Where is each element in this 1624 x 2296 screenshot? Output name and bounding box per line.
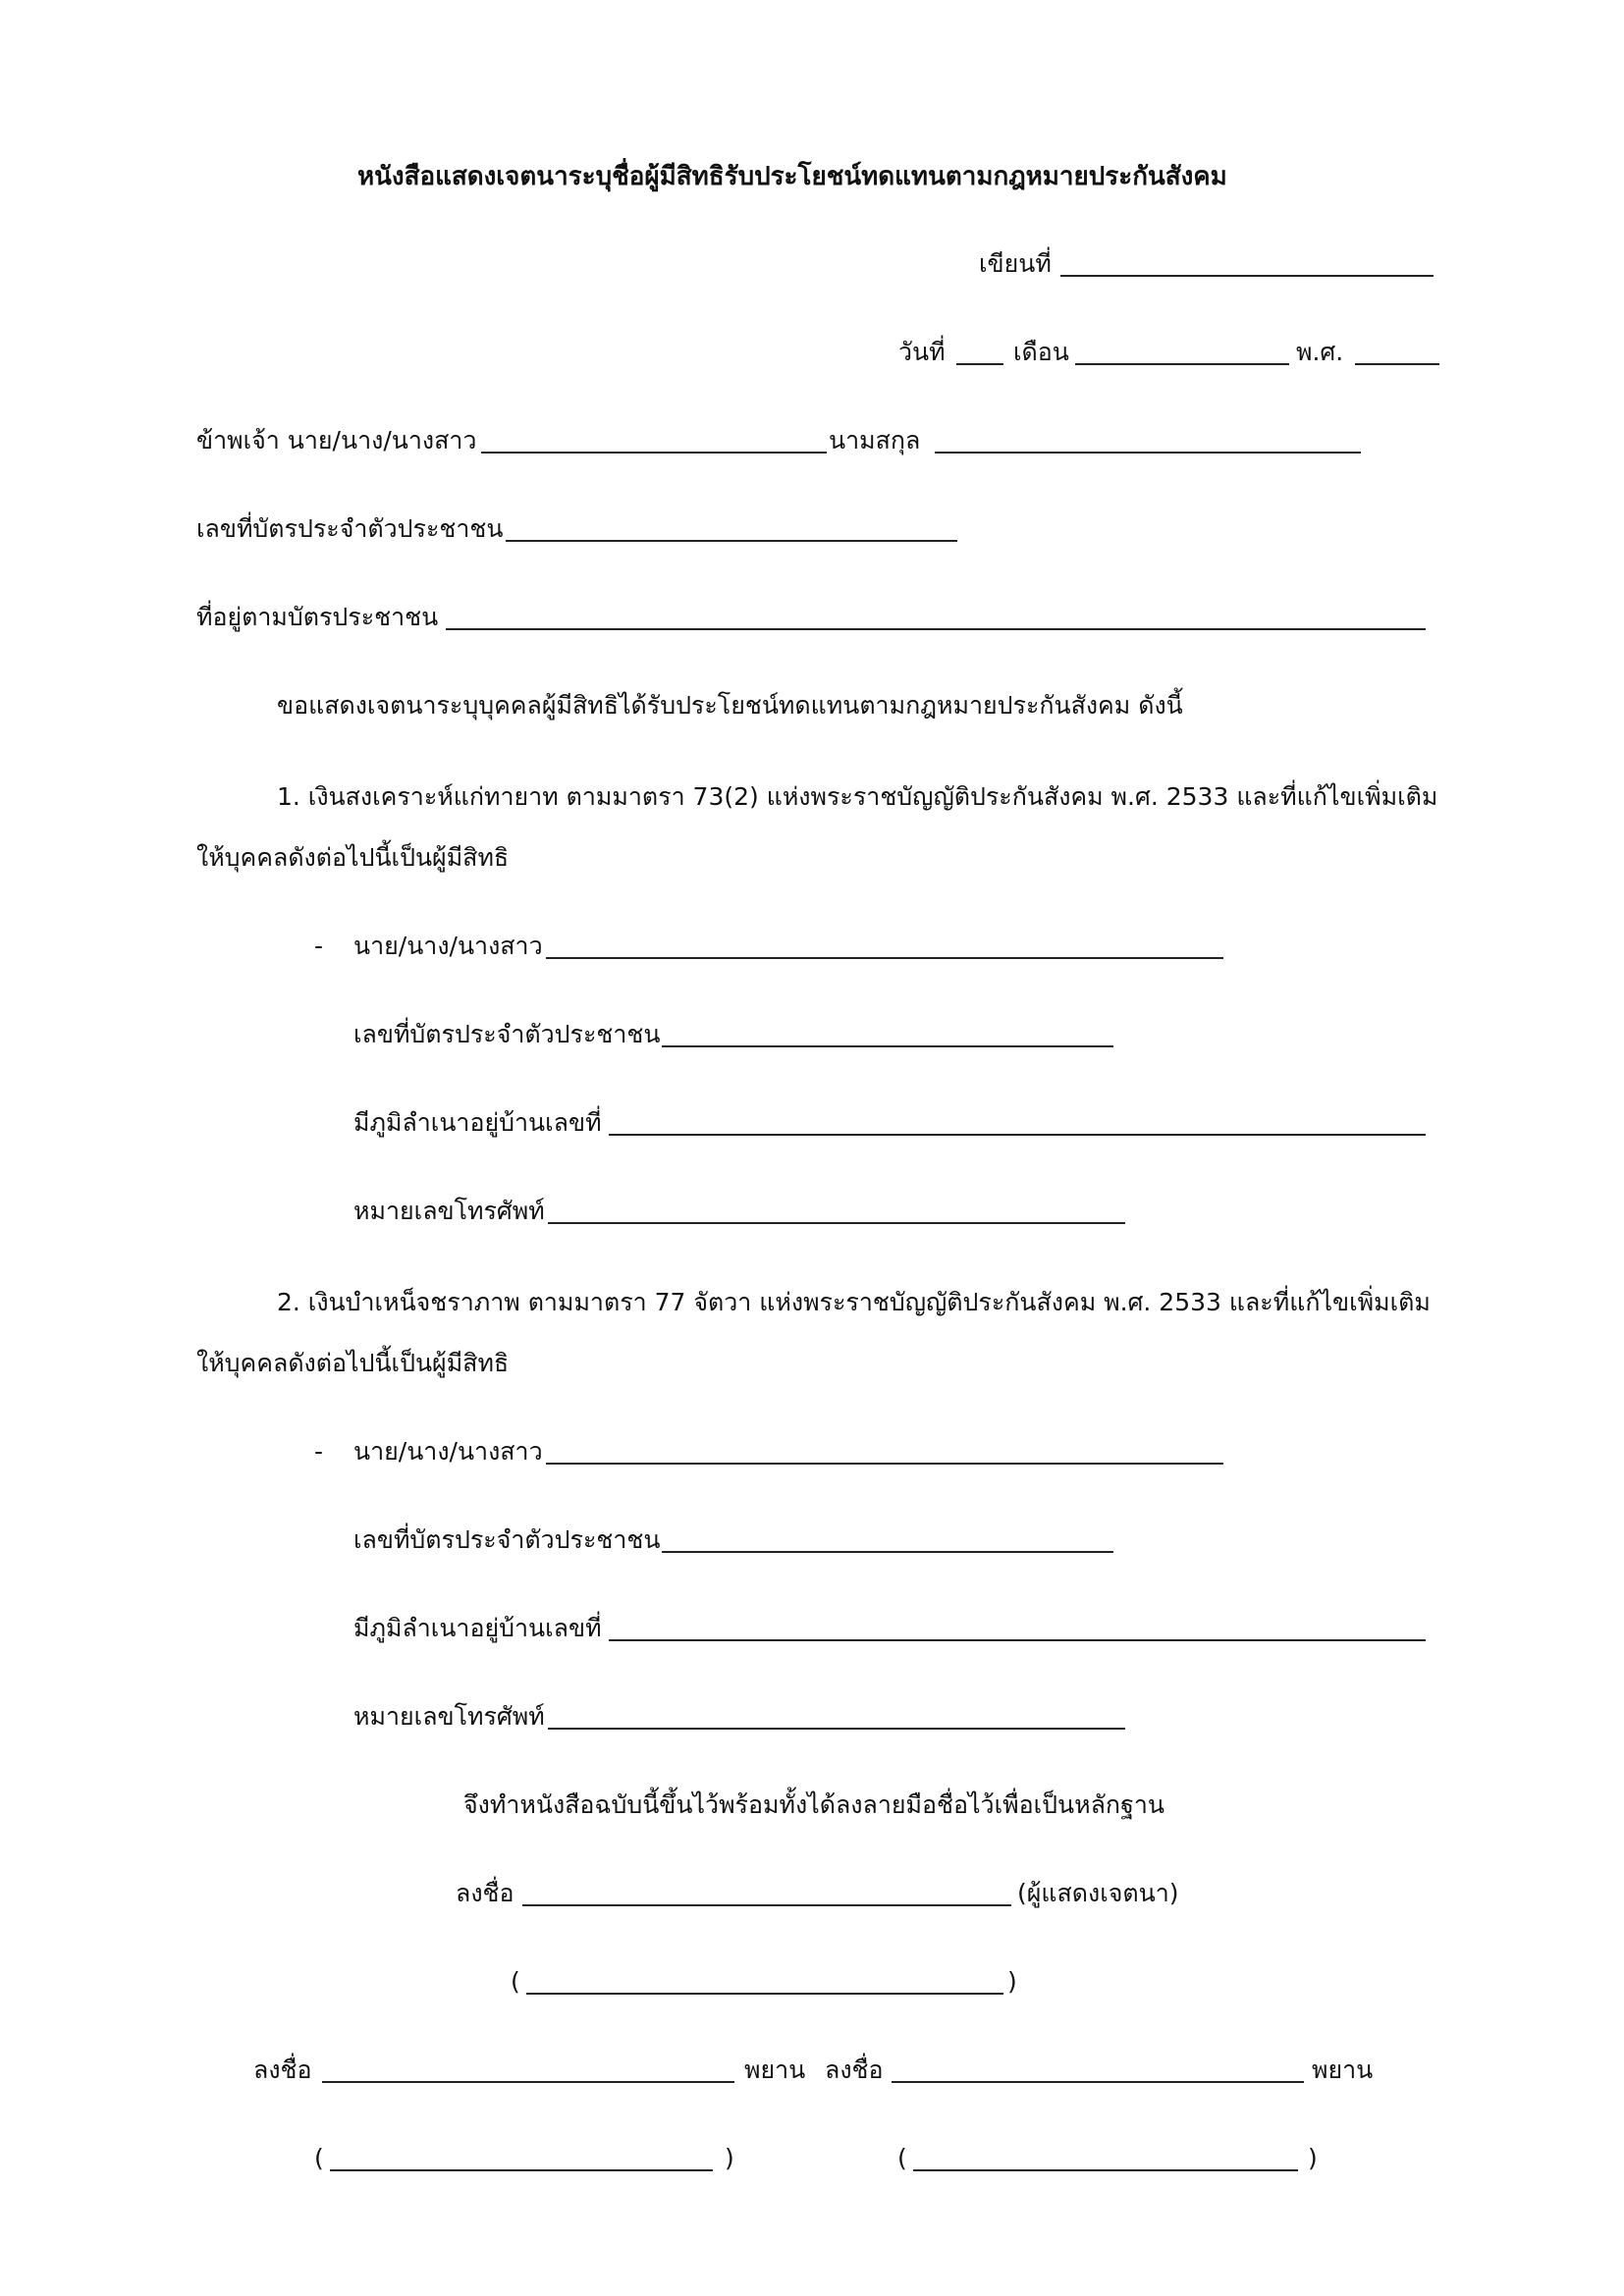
declarant-open-paren: ( [511, 1967, 520, 1996]
declarant-close-paren: ) [1007, 1967, 1017, 1996]
declarant-id-field[interactable] [506, 540, 957, 542]
declarant-surname-label: นามสกุล [829, 426, 921, 454]
section-2-bullet: - [314, 1437, 324, 1466]
declarant-signature-field[interactable] [522, 1904, 1011, 1906]
section-1-id-label: เลขที่บัตรประจำตัวประชาชน [353, 1020, 661, 1048]
declarant-id-label: เลขที่บัตรประจำตัวประชาชน [196, 514, 504, 543]
witness-1-close-paren: ) [725, 2144, 734, 2172]
witness-1-signature-field[interactable] [322, 2081, 734, 2083]
section-2-phone-field[interactable] [548, 1728, 1125, 1730]
section-1-id-field[interactable] [662, 1045, 1113, 1047]
closing-statement: จึงทำหนังสือฉบับนี้ขึ้นไว้พร้อมทั้งได้ลงลายมือชื่อไว้เพื่อเป็นหลักฐาน [463, 1790, 1164, 1819]
section-2-id-field[interactable] [662, 1551, 1113, 1553]
written-at-field[interactable] [1060, 275, 1434, 277]
section-2-heading-cont: ให้บุคคลดังต่อไปนี้เป็นผู้มีสิทธิ [196, 1349, 510, 1377]
year-label: พ.ศ. [1296, 338, 1344, 366]
section-1-name-field[interactable] [546, 957, 1223, 959]
witness-2-close-paren: ) [1308, 2144, 1318, 2172]
intent-statement: ขอแสดงเจตนาระบุบุคคลผู้มีสิทธิได้รับประโยชน์ทดแทนตามกฎหมายประกันสังคม ดังนี้ [277, 691, 1183, 720]
witness-2-role-label: พยาน [1312, 2056, 1374, 2084]
month-label: เดือน [1013, 338, 1069, 366]
witness-2-printed-name-field[interactable] [913, 2169, 1298, 2171]
declarant-role-label: (ผู้แสดงเจตนา) [1017, 1879, 1179, 1907]
witness-2-signature-field[interactable] [892, 2081, 1304, 2083]
declarant-sign-label: ลงชื่อ [456, 1879, 514, 1907]
section-1-phone-label: หมายเลขโทรศัพท์ [353, 1197, 545, 1225]
declarant-surname-field[interactable] [935, 452, 1361, 454]
month-field[interactable] [1075, 363, 1289, 365]
witness-2-sign-label: ลงชื่อ [825, 2056, 884, 2084]
section-2-domicile-label: มีภูมิลำเนาอยู่บ้านเลขที่ [353, 1614, 602, 1642]
section-1-name-label: นาย/นาง/นางสาว [353, 932, 543, 960]
section-2-name-label: นาย/นาง/นางสาว [353, 1437, 543, 1466]
witness-2-open-paren: ( [897, 2144, 907, 2172]
section-2-phone-label: หมายเลขโทรศัพท์ [353, 1702, 545, 1731]
section-2-heading: 2. เงินบำเหน็จชราภาพ ตามมาตรา 77 จัตวา แห่งพระราชบัญญัติประกันสังคม พ.ศ. 2533 และที่แก้ไขเพิ่มเติม [277, 1288, 1431, 1316]
section-1-heading-cont: ให้บุคคลดังต่อไปนี้เป็นผู้มีสิทธิ [196, 843, 510, 872]
section-1-heading: 1. เงินสงเคราะห์แก่ทายาท ตามมาตรา 73(2) แห่งพระราชบัญญัติประกันสังคม พ.ศ. 2533 และที่แก้ไขเพิ่มเติม [277, 782, 1438, 811]
section-1-bullet: - [314, 932, 324, 960]
document-title: หนังสือแสดงเจตนาระบุชื่อผู้มีสิทธิรับประโยชน์ทดแทนตามกฎหมายประกันสังคม [357, 162, 1227, 191]
section-1-domicile-label: มีภูมิลำเนาอยู่บ้านเลขที่ [353, 1108, 602, 1137]
section-2-id-label: เลขที่บัตรประจำตัวประชาชน [353, 1525, 661, 1554]
witness-1-printed-name-field[interactable] [330, 2169, 713, 2171]
witness-1-role-label: พยาน [744, 2056, 806, 2084]
declarant-address-field[interactable] [446, 628, 1426, 630]
witness-1-open-paren: ( [314, 2144, 324, 2172]
date-field[interactable] [956, 363, 1003, 365]
declarant-name-field[interactable] [481, 452, 827, 454]
section-1-phone-field[interactable] [548, 1222, 1125, 1224]
declarant-name-label: ข้าพเจ้า นาย/นาง/นางสาว [196, 426, 477, 454]
declarant-printed-name-field[interactable] [526, 1993, 1003, 1995]
section-2-domicile-field[interactable] [609, 1639, 1426, 1641]
witness-1-sign-label: ลงชื่อ [253, 2056, 312, 2084]
section-2-name-field[interactable] [546, 1463, 1223, 1465]
declarant-address-label: ที่อยู่ตามบัตรประชาชน [196, 603, 439, 631]
year-field[interactable] [1355, 363, 1439, 365]
date-label: วันที่ [898, 338, 946, 366]
written-at-label: เขียนที่ [979, 249, 1052, 278]
section-1-domicile-field[interactable] [609, 1134, 1426, 1136]
